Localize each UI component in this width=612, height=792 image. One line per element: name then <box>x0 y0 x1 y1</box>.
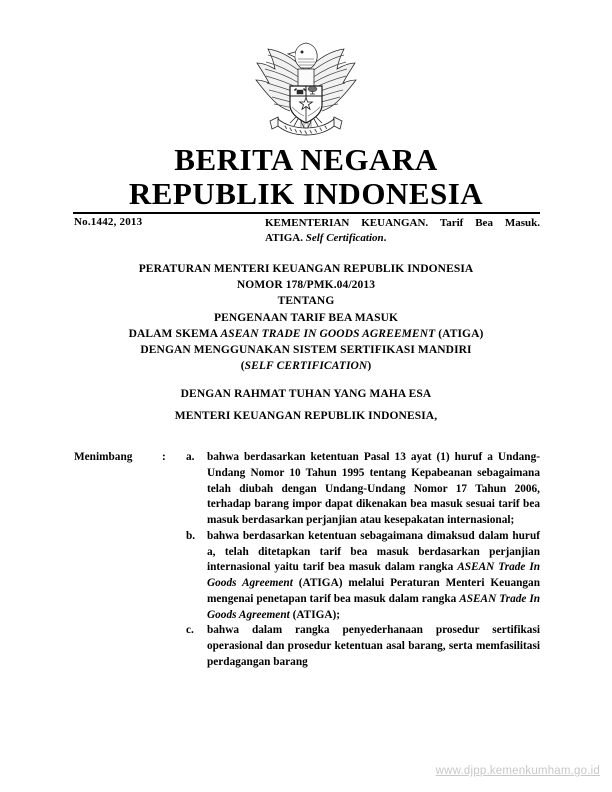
preamble-line-1: DENGAN RAHMAT TUHAN YANG MAHA ESA <box>180 388 432 400</box>
header-divider <box>73 212 540 214</box>
masthead-line-2: REPUBLIK INDONESIA <box>128 176 484 211</box>
gazette-subject <box>265 216 540 245</box>
garuda-pancasila-emblem <box>254 33 358 145</box>
considering-text-c: bahwa dalam rangka penyederhanaan prosedur sertifikasi operasional dan prosedur ketentuan asal barang, serta memfasilitasi perdagangan barang <box>207 624 540 668</box>
regulation-title-block <box>56 261 556 374</box>
subject-text-plain-1: KEMENTERIAN KEUANGAN. Tarif Bea Masuk. ATIGA. <box>265 217 540 244</box>
title-line-5-scheme <box>56 326 556 342</box>
shield-icon <box>290 86 322 123</box>
masthead-line-1: BERITA NEGARA <box>174 142 438 177</box>
subject-text-plain-2: . <box>383 231 387 244</box>
title-line-7-italic: SELF CERTIFICATION <box>244 360 368 373</box>
considering-marker-b: b. <box>186 529 196 542</box>
considering-item-a <box>186 450 540 529</box>
considering-text-a: bahwa berdasarkan ketentuan Pasal 13 ayat (1) huruf a Undang-Undang Nomor 10 Tahun 1995 tentang Kepabeanan sebagaimana telah diubah dengan Undang-Undang Nomor 17 Tahun 2006, terhadap barang impor dapat dikenakan bea masuk sesuai tarif bea masuk berdasarkan perjanjian atau kesepakatan internasional; <box>207 451 540 526</box>
considering-marker-a: a. <box>186 451 195 463</box>
title-line-7-self-certification <box>56 358 556 374</box>
title-line-6-system: DENGAN MENGGUNAKAN SISTEM SERTIFIKASI MANDIRI <box>140 344 472 357</box>
subject-text-italic: Self Certification <box>305 231 384 244</box>
footer-watermark-url[interactable]: www.djpp.kemenkumham.go.id <box>435 765 600 777</box>
considering-b-seg-3: (ATIGA) melalui Peraturan Menteri Keuangan mengenai penetapan tarif bea masuk dalam rangka <box>207 577 540 605</box>
considering-section <box>74 450 540 671</box>
considering-item-b <box>186 529 540 624</box>
considering-item-c <box>186 623 540 670</box>
considering-text-b <box>207 529 540 624</box>
preamble-line-2: MENTERI KEUANGAN REPUBLIK INDONESIA, <box>174 410 438 422</box>
title-line-7-pre: ( <box>240 360 245 373</box>
title-line-5-pre: DALAM SKEMA <box>128 327 221 340</box>
considering-b-seg-4-italic: ASEAN Trade In Goods Agreement <box>207 592 541 621</box>
title-line-5-post: (ATIGA) <box>435 327 484 340</box>
considering-row <box>74 450 540 671</box>
title-line-7-post: ) <box>367 360 372 373</box>
gazette-number: No.1442, 2013 <box>74 216 143 228</box>
considering-marker-c: c. <box>186 624 194 637</box>
emblem-container <box>0 33 612 150</box>
title-line-4-subject: PENGENAAN TARIF BEA MASUK <box>213 311 399 324</box>
considering-b-seg-2-italic: ASEAN Trade In Goods Agreement <box>207 561 540 589</box>
title-line-2-number: NOMOR 178/PMK.04/2013 <box>236 279 376 292</box>
considering-items <box>186 450 540 671</box>
masthead <box>0 143 612 211</box>
title-line-1: PERATURAN MENTERI KEUANGAN REPUBLIK INDONESIA <box>138 263 474 275</box>
title-line-5-italic: ASEAN TRADE IN GOODS AGREEMENT <box>220 327 436 340</box>
title-line-3-tentang: TENTANG <box>277 295 335 308</box>
preamble-block <box>56 383 556 427</box>
considering-b-seg-1: bahwa berdasarkan ketentuan sebagaimana dimaksud dalam huruf a, telah ditetapkan tarif bea masuk berdasarkan perjanjian internasional yaitu tarif bea masuk dalam rangka <box>207 529 540 574</box>
considering-colon: : <box>162 451 166 463</box>
considering-b-seg-5: (ATIGA); <box>289 608 341 621</box>
considering-label: Menimbang <box>74 451 133 463</box>
